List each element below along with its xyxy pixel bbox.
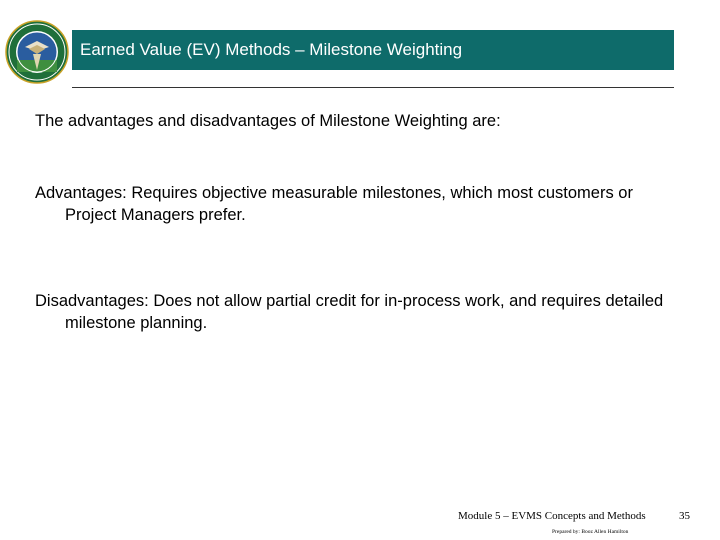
advantages-paragraph — [35, 182, 685, 226]
footer-module-label: Module 5 – EVMS Concepts and Methods — [458, 510, 646, 522]
slide-title: Earned Value (EV) Methods – Milestone Weighting — [80, 40, 463, 59]
advantages-text: : Requires objective measurable milestones, which most customers or Project Managers prefer. — [65, 184, 633, 224]
disadvantages-label: Disadvantages — [35, 292, 145, 310]
page-number: 35 — [679, 510, 690, 522]
intro-text: The advantages and disadvantages of Milestone Weighting are: — [35, 112, 501, 130]
department-of-energy-seal-icon — [5, 20, 69, 84]
disadvantages-text: : Does not allow partial credit for in-process work, and requires detailed milestone planning. — [65, 292, 664, 332]
title-bar — [72, 30, 674, 70]
footer-prepared-by: Prepared by: Booz Allen Hamilton — [552, 529, 629, 535]
header-divider — [72, 87, 674, 88]
advantages-label: Advantages — [35, 184, 123, 202]
disadvantages-paragraph — [35, 290, 685, 334]
